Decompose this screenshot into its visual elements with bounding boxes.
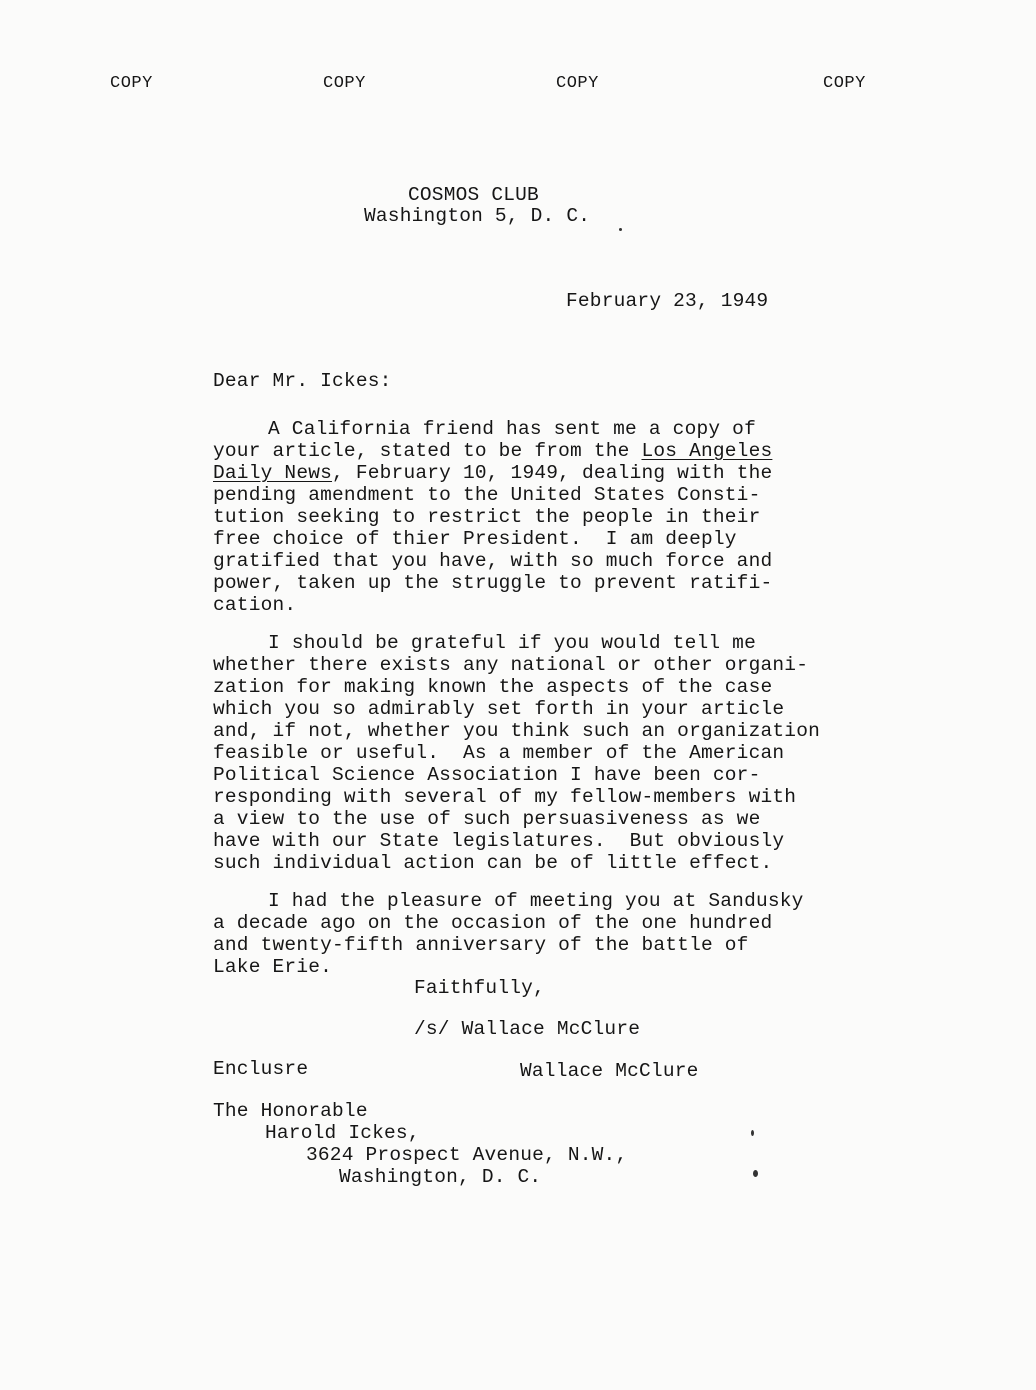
body-line: pending amendment to the United States Consti- [213, 484, 761, 506]
body-line: I should be grateful if you would tell me [268, 632, 756, 654]
body-line: such individual action can be of little effect. [213, 852, 773, 874]
body-text: your article, stated to be from the [213, 440, 642, 462]
body-line: responding with several of my fellow-members with [213, 786, 797, 808]
body-line: free choice of thier President. I am deeply [213, 528, 737, 550]
newspaper-title: Daily News [213, 462, 333, 484]
copy-mark: COPY [556, 74, 599, 93]
body-line: which you so admirably set forth in your article [213, 698, 785, 720]
body-line: cation. [213, 594, 297, 616]
copy-mark: COPY [110, 74, 153, 93]
letter-date: February 23, 1949 [566, 290, 769, 312]
letterhead-city: Washington 5, D. C. [364, 205, 591, 227]
body-line: Lake Erie. [213, 956, 333, 978]
body-line [213, 462, 772, 484]
body-line: feasible or useful. As a member of the American [213, 742, 785, 764]
body-line: whether there exists any national or other organi- [213, 654, 809, 676]
body-line: I had the pleasure of meeting you at Sandusky [268, 890, 804, 912]
paper-speck [619, 228, 622, 231]
paper-speck [751, 1130, 754, 1136]
body-line: zation for making known the aspects of the case [213, 676, 773, 698]
address-line: The Honorable [213, 1100, 368, 1122]
body-line: and twenty-fifth anniversary of the battle of [213, 934, 749, 956]
typed-name: Wallace McClure [520, 1060, 699, 1082]
letterhead-name: COSMOS CLUB [408, 184, 539, 206]
signature: /s/ Wallace McClure [414, 1018, 641, 1040]
newspaper-title: Los Angeles [641, 440, 773, 462]
body-line [213, 440, 772, 462]
salutation: Dear Mr. Ickes: [213, 370, 392, 392]
address-line: 3624 Prospect Avenue, N.W., [306, 1144, 628, 1166]
body-line: and, if not, whether you think such an organization [213, 720, 820, 742]
closing: Faithfully, [414, 977, 545, 999]
body-line: have with our State legislatures. But obviously [213, 830, 785, 852]
paper-speck [753, 1170, 758, 1177]
body-text: , February 10, 1949, dealing with the [332, 462, 773, 484]
address-line: Washington, D. C. [339, 1166, 542, 1188]
body-line: Political Science Association I have been cor- [213, 764, 761, 786]
copy-mark: COPY [323, 74, 366, 93]
body-line: a view to the use of such persuasiveness as we [213, 808, 761, 830]
body-line: A California friend has sent me a copy of [268, 418, 756, 440]
copy-mark: COPY [823, 74, 866, 93]
enclosure-note: Enclusre [213, 1058, 309, 1080]
body-line: power, taken up the struggle to prevent ratifi- [213, 572, 773, 594]
body-line: tution seeking to restrict the people in their [213, 506, 761, 528]
address-line: Harold Ickes, [265, 1122, 420, 1144]
body-line: a decade ago on the occasion of the one hundred [213, 912, 773, 934]
body-line: gratified that you have, with so much force and [213, 550, 773, 572]
